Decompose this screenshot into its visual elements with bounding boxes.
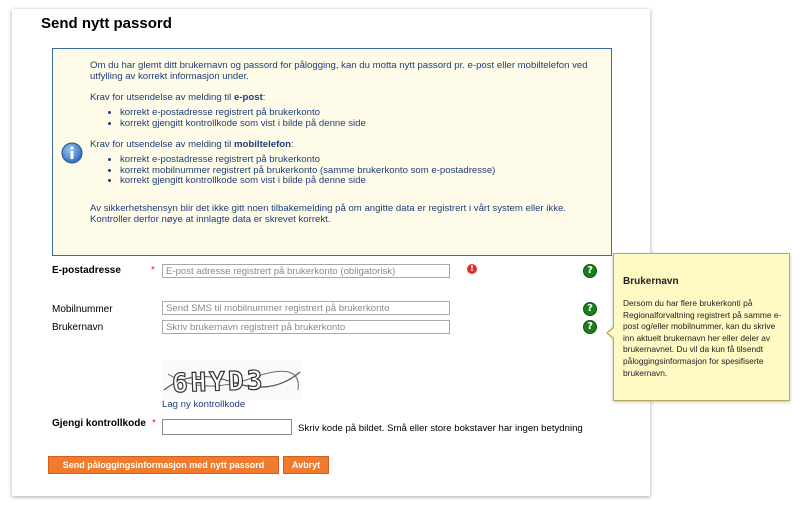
info-icon bbox=[61, 142, 83, 164]
mobile-help-icon[interactable]: ? bbox=[583, 302, 597, 316]
security-note: Av sikkerhetshensyn blir det ikke gitt noen tilbakemelding på om angitte data er registrert i vårt system eller ikke. Kontroller derfor nøye at innlagte data er skrevet korrekt. bbox=[90, 202, 567, 225]
code-required-mark: * bbox=[152, 418, 156, 429]
email-input[interactable] bbox=[162, 264, 450, 278]
new-code-link[interactable]: Lag ny kontrollkode bbox=[162, 399, 246, 410]
submit-button[interactable]: Send påloggingsinformasjon med nytt passord bbox=[48, 456, 279, 474]
captcha-image bbox=[162, 360, 302, 400]
info-box bbox=[52, 48, 612, 256]
email-label: E-postadresse bbox=[52, 265, 121, 276]
email-requirements-list bbox=[90, 108, 600, 129]
username-label: Brukernavn bbox=[52, 322, 104, 333]
list-item: • korrekt mobilnummer registrert på brukerkonto (samme brukerkonto som e-postadresse) bbox=[120, 166, 600, 177]
info-intro: Om du har glemt ditt brukernavn og passord for pålogging, kan du motta nytt passord pr. e-post eller mobiltelefon ved utfylling av korrekt informasjon under. bbox=[90, 60, 588, 82]
captcha-text: 6HYD3 bbox=[171, 365, 266, 400]
code-input[interactable] bbox=[162, 419, 292, 435]
mobile-label: Mobilnummer bbox=[52, 304, 113, 315]
list-item: • korrekt e-postadresse registrert på brukerkonto bbox=[120, 155, 600, 166]
list-item: • korrekt gjengitt kontrollkode som vist i bilde på denne side bbox=[120, 119, 600, 130]
tooltip-arrow-inner bbox=[608, 327, 615, 339]
email-requirements-heading: Krav for utsendelse av melding til e-post: bbox=[90, 92, 266, 103]
username-tooltip bbox=[613, 253, 790, 401]
username-input[interactable] bbox=[162, 320, 450, 334]
error-icon: ! bbox=[467, 264, 477, 274]
list-item: • korrekt e-postadresse registrert på brukerkonto bbox=[120, 108, 600, 119]
cancel-button[interactable]: Avbryt bbox=[283, 456, 329, 474]
mobile-input[interactable] bbox=[162, 301, 450, 315]
list-item: • korrekt gjengitt kontrollkode som vist i bilde på denne side bbox=[120, 176, 600, 187]
code-hint: Skriv kode på bildet. Små eller store bokstaver har ingen betydning bbox=[298, 423, 583, 434]
code-label: Gjengi kontrollkode bbox=[52, 418, 146, 429]
page-title: Send nytt passord bbox=[41, 15, 172, 32]
email-required-mark: * bbox=[151, 265, 155, 276]
mobile-requirements-list bbox=[90, 155, 600, 187]
email-help-icon[interactable]: ? bbox=[583, 264, 597, 278]
tooltip-body: Dersom du har flere brukerkonti på Regionalforvaltning registrert på samme e-post og/eller mobilnummer, kan du skrive inn aktuelt brukernavn her eller deler av brukernavnet. Du vil da kun få tilsendt påloggingsinformasjon for spesifiserte brukernavn. bbox=[623, 298, 782, 378]
tooltip-title: Brukernavn bbox=[623, 276, 679, 287]
mobile-requirements-heading: Krav for utsendelse av melding til mobiltelefon: bbox=[90, 139, 294, 150]
username-help-icon[interactable]: ? bbox=[583, 320, 597, 334]
